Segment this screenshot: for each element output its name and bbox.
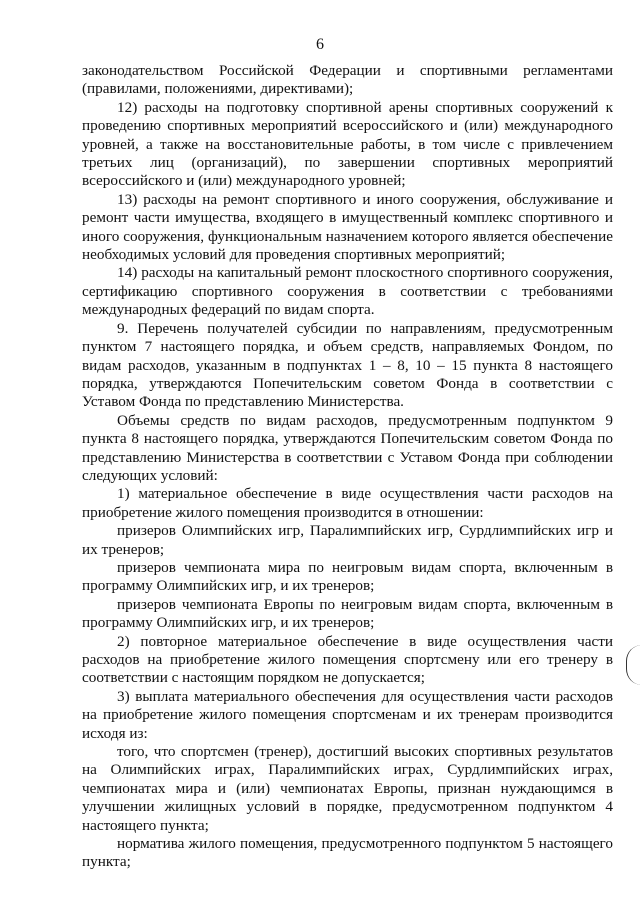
paragraph-olympic-prizewinners: призеров Олимпийских игр, Паралимпийских игр, Сурдлимпийских игр и их тренеров; — [82, 522, 613, 558]
paragraph-item-13: 13) расходы на ремонт спортивного и иного сооружения, обслуживание и ремонт части имущества, входящего в имущественный комплекс спортивного и иного сооружения, функциональным назначением которого является обеспечение необходимых условий для проведения спортивных мероприятий; — [82, 190, 613, 264]
paragraph-volumes: Объемы средств по видам расходов, предусмотренным подпунктом 9 пункта 8 настоящего порядка, утверждаются Попечительским советом Фонда по представлению Министерства в соответствии с Уставом Фонда при соблюдении следующих условий: — [82, 411, 613, 484]
paragraph-continuation: законодательством Российской Федерации и спортивными регламентами (правилами, положениями, директивами); — [82, 62, 613, 98]
paragraph-point-9: 9. Перечень получателей субсидии по направлениям, предусмотренным пунктом 7 настоящего порядка, и объем средств, направляемых Фондом, по видам расходов, указанным в подпунктах 1 – 8, 10 – 15 пункта 8 настоящего порядка, утверждаются Попечительским советом Фонда в соответствии с Уставом Фонда по представлению Министерства. — [82, 319, 613, 411]
document-body — [82, 62, 613, 872]
paragraph-item-12: 12) расходы на подготовку спортивной арены спортивных сооружений к проведению спортивных мероприятий всероссийского и (или) международного уровней, а также на восстановительные работы, в том числе с привлечением третьих лиц (организаций), по завершении спортивных мероприятий всероссийского и (или) международного уровней; — [82, 98, 613, 190]
paragraph-item-14: 14) расходы на капитальный ремонт плоскостного спортивного сооружения, сертификацию спортивного сооружения в соответствии с требованиями международных федераций по видам спорта. — [82, 264, 613, 319]
paragraph-condition-3: 3) выплата материального обеспечения для осуществления части расходов на приобретение жилого помещения спортсменам и их тренерам производится исходя из: — [82, 687, 613, 742]
paragraph-world-champ-prizewinners: призеров чемпионата мира по неигровым видам спорта, включенным в программу Олимпийских игр, и их тренеров; — [82, 558, 613, 595]
paragraph-housing-norm: норматива жилого помещения, предусмотренного подпунктом 5 настоящего пункта; — [82, 835, 613, 871]
paragraph-condition-2: 2) повторное материальное обеспечение в виде осуществления части расходов на приобретение жилого помещения спортсмену или его тренеру в соответствии с настоящим порядком не допускается; — [82, 632, 613, 687]
paragraph-condition-1: 1) материальное обеспечение в виде осуществления части расходов на приобретение жилого помещения производится в отношении: — [82, 485, 613, 521]
margin-bracket-mark — [626, 645, 640, 685]
paragraph-need-housing: того, что спортсмен (тренер), достигший высоких спортивных результатов на Олимпийских играх, Паралимпийских играх, Сурдлимпийских играх, чемпионатах мира и (или) чемпионатах Европы, признан нуждающимся в улучшении жилищных условий в порядке, предусмотренном подпунктом 4 настоящего пункта; — [82, 743, 613, 834]
page-number: 6 — [316, 36, 324, 53]
paragraph-europe-champ-prizewinners: призеров чемпионата Европы по неигровым видам спорта, включенным в программу Олимпийских игр, и их тренеров; — [82, 595, 613, 632]
